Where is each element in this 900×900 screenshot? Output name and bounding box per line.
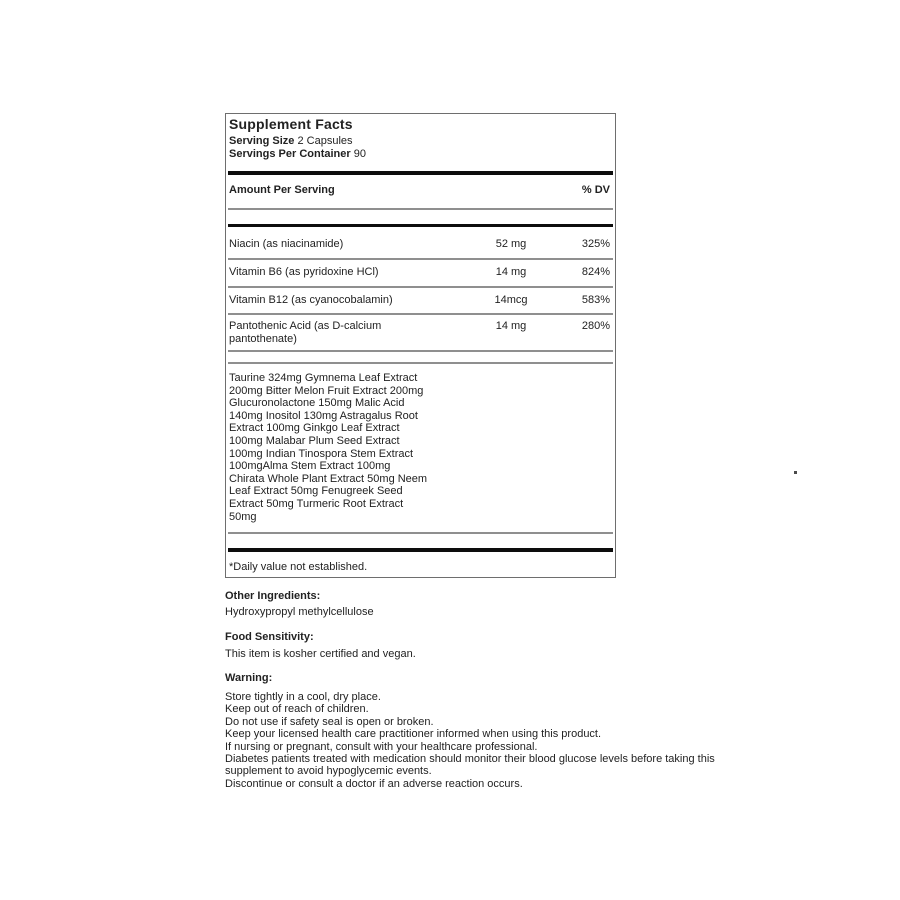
text-line: Glucuronolactone 150mg Malic Acid [229,397,405,410]
panel-title: Supplement Facts [229,116,353,132]
nutrient-dv: 824% [581,266,610,278]
text-line: Diabetes patients treated with medication should monitor their blood glucose levels before taking this [225,753,715,766]
other-ingredients-heading: Other Ingredients: [225,590,321,602]
light-rule [228,362,613,364]
food-sensitivity-heading: Food Sensitivity: [225,631,314,643]
text-line: 140mg Inositol 130mg Astragalus Root [229,409,418,422]
light-rule [228,258,613,260]
serving-size-value: 2 Capsules [297,135,353,147]
text-line: Keep out of reach of children. [225,703,369,716]
light-rule [228,532,613,534]
light-rule [228,286,613,288]
nutrient-name: Vitamin B12 (as cyanocobalamin) [229,294,393,306]
food-sensitivity-text: This item is kosher certified and vegan. [225,648,416,660]
light-rule [228,208,613,210]
text-line: Store tightly in a cool, dry place. [225,691,381,703]
daily-value-footnote: *Daily value not established. [229,561,368,573]
other-ingredients-text: Hydroxypropyl methylcellulose [225,606,374,618]
serving-size-label: Serving Size [229,135,295,147]
nutrient-dv: 325% [581,238,610,250]
text-line: 100mg Indian Tinospora Stem Extract [229,447,414,460]
nutrient-amount: 14 mg [495,320,527,332]
servings-per-container-value: 90 [353,148,366,160]
text-line: Taurine 324mg Gymnema Leaf Extract [229,372,418,384]
column-header-row [229,184,611,197]
warning-text [225,691,715,790]
stray-dot-mark [794,471,797,474]
text-line: Extract 100mg Ginkgo Leaf Extract [229,422,400,435]
percent-dv-header: % DV [581,184,610,196]
text-line: 100mg Malabar Plum Seed Extract [229,434,400,447]
text-line: If nursing or pregnant, consult with your healthcare professional. [225,740,538,753]
text-line: 100mgAlma Stem Extract 100mg [229,460,391,473]
text-line: Leaf Extract 50mg Fenugreek Seed [229,485,403,498]
nutrient-row [229,238,611,251]
text-line: Chirata Whole Plant Extract 50mg Neem [229,472,428,485]
nutrient-row [229,320,611,346]
light-rule [228,313,613,315]
proprietary-blend-text [229,372,427,523]
text-line: Do not use if safety seal is open or broken. [225,715,434,728]
nutrient-name: Niacin (as niacinamide) [229,238,344,250]
nutrient-name: Pantothenic Acid (as D-calcium pantothenate) [229,320,382,345]
nutrient-dv: 280% [581,320,610,332]
text-line: supplement to avoid hypoglycemic events. [225,765,432,778]
nutrient-row [229,266,611,279]
nutrient-amount: 14mcg [494,294,528,306]
servings-per-container-line [229,148,366,161]
text-line: Extract 50mg Turmeric Root Extract [229,497,404,510]
amount-per-serving-header: Amount Per Serving [229,184,335,196]
heavy-rule-bottom [228,548,613,552]
text-line: Keep your licensed health care practitioner informed when using this product. [225,728,602,741]
text-line: 50mg [229,510,257,523]
heavy-rule-top [228,171,613,175]
text-line: Discontinue or consult a doctor if an adverse reaction occurs. [225,777,523,790]
nutrient-amount: 14 mg [495,266,527,278]
supplement-facts-panel [225,113,616,578]
nutrient-dv: 583% [581,294,610,306]
light-rule [228,350,613,352]
nutrient-row [229,294,611,307]
text-line: 200mg Bitter Melon Fruit Extract 200mg [229,384,424,397]
heavy-rule-mid [228,224,613,227]
serving-size-line [229,135,353,148]
nutrient-amount: 52 mg [495,238,527,250]
servings-per-container-label: Servings Per Container [229,148,351,160]
nutrient-name: Vitamin B6 (as pyridoxine HCl) [229,266,379,278]
warning-heading: Warning: [225,672,273,684]
